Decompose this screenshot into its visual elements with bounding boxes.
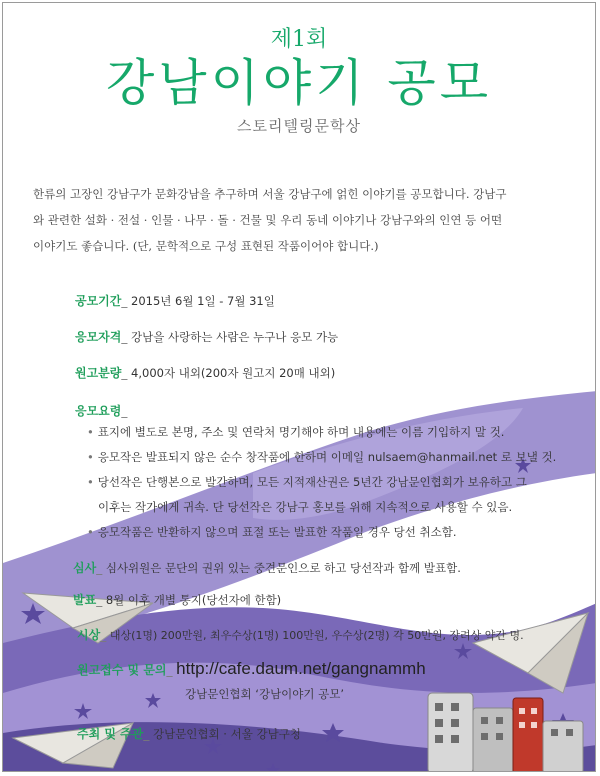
detail-value: 4,000자 내외(200자 원고지 20매 내외): [131, 366, 336, 380]
detail-period: [75, 292, 275, 309]
detail-value: 8월 이후 개별 통지(당선자에 한함): [105, 593, 282, 607]
poster-frame: [2, 2, 596, 772]
building-2: [473, 708, 513, 772]
bullet-icon: •: [87, 525, 94, 539]
page-title: 강남이야기 공모: [106, 54, 492, 112]
detail-label: 응모요령_: [75, 404, 128, 418]
guideline-item: • 응모작품은 반환하지 않으며 표절 또는 발표한 작품일 경우 당선 취소함.: [87, 525, 457, 539]
intro-line: 한류의 고장인 강남구가 문화강남을 추구하며 서울 강남구에 얽힌 이야기를 공모합니다. 강남구: [33, 187, 507, 201]
guideline-item-continued: 이후는 작가에게 귀속. 단 당선작은 강남구 홍보를 위해 지속적으로 사용할 수 있음.: [98, 500, 513, 514]
detail-value: 심사위원은 문단의 권위 있는 중견문인으로 하고 당선작과 함께 발표함.: [105, 561, 461, 575]
detail-label: 발표_: [73, 593, 103, 607]
building-4: [543, 721, 583, 772]
detail-value: 강남을 사랑하는 사람은 누구나 응모 가능: [131, 330, 339, 344]
detail-organizer: [77, 725, 301, 742]
submission-url-link[interactable]: http://cafe.daum.net/gangnammh: [176, 659, 426, 678]
poster-header: [3, 27, 595, 137]
building-1: [428, 693, 473, 772]
intro-line: 이야기도 좋습니다. (단, 문학적으로 구성 표현된 작품이어야 합니다.): [33, 239, 379, 253]
detail-value: 대상(1명) 200만원, 최우수상(1명) 100만원, 우수상(2명) 각 50만원, 장려상 약간 명.: [109, 629, 524, 642]
detail-label: 공모기간_: [75, 294, 128, 308]
intro-line: 와 관련한 설화 · 전설 · 인물 · 나무 · 돌 · 건물 및 우리 동네 이야기나 강남구와의 인연 등 어떤: [33, 213, 503, 227]
detail-label: 원고접수 및 문의_: [77, 663, 173, 677]
detail-label: 심사_: [73, 561, 103, 575]
guideline-item: • 표지에 별도로 본명, 주소 및 연락처 명기해야 하며 내용에는 이름 기입하지 말 것.: [87, 425, 505, 439]
detail-label: 원고분량_: [75, 366, 128, 380]
detail-awards: [77, 626, 524, 643]
detail-length: [75, 364, 335, 381]
detail-submission: [77, 659, 426, 679]
detail-label: 응모자격_: [75, 330, 128, 344]
guideline-item: • 당선작은 단행본으로 발간하며, 모든 지적재산권은 5년간 강남문인협회가 보유하고 그: [87, 475, 527, 489]
detail-value: 강남문인협회 · 서울 강남구청: [152, 727, 301, 741]
detail-announcement: [73, 591, 281, 608]
guideline-item: • 응모작은 발표되지 않은 순수 창작품에 한하며 이메일 nulsaem@hanmail.net 로 보낼 것.: [87, 450, 557, 464]
edition-label: 제1회: [270, 27, 328, 52]
detail-judging: [73, 559, 461, 576]
detail-guidelines: [75, 402, 127, 419]
submission-note: 강남문인협회 ‘강남이야기 공모’: [185, 687, 345, 701]
detail-label: 주최 및 주관_: [77, 727, 150, 741]
bullet-icon: •: [87, 475, 94, 489]
page-subtitle: 스토리텔링문학상: [237, 117, 361, 135]
detail-label: 시상_: [77, 628, 107, 642]
bullet-icon: •: [87, 450, 94, 464]
detail-eligibility: [75, 328, 338, 345]
bullet-icon: •: [87, 425, 94, 439]
intro-paragraph: [33, 181, 573, 259]
building-3: [513, 698, 543, 772]
detail-value: 2015년 6월 1일 - 7월 31일: [131, 294, 275, 308]
